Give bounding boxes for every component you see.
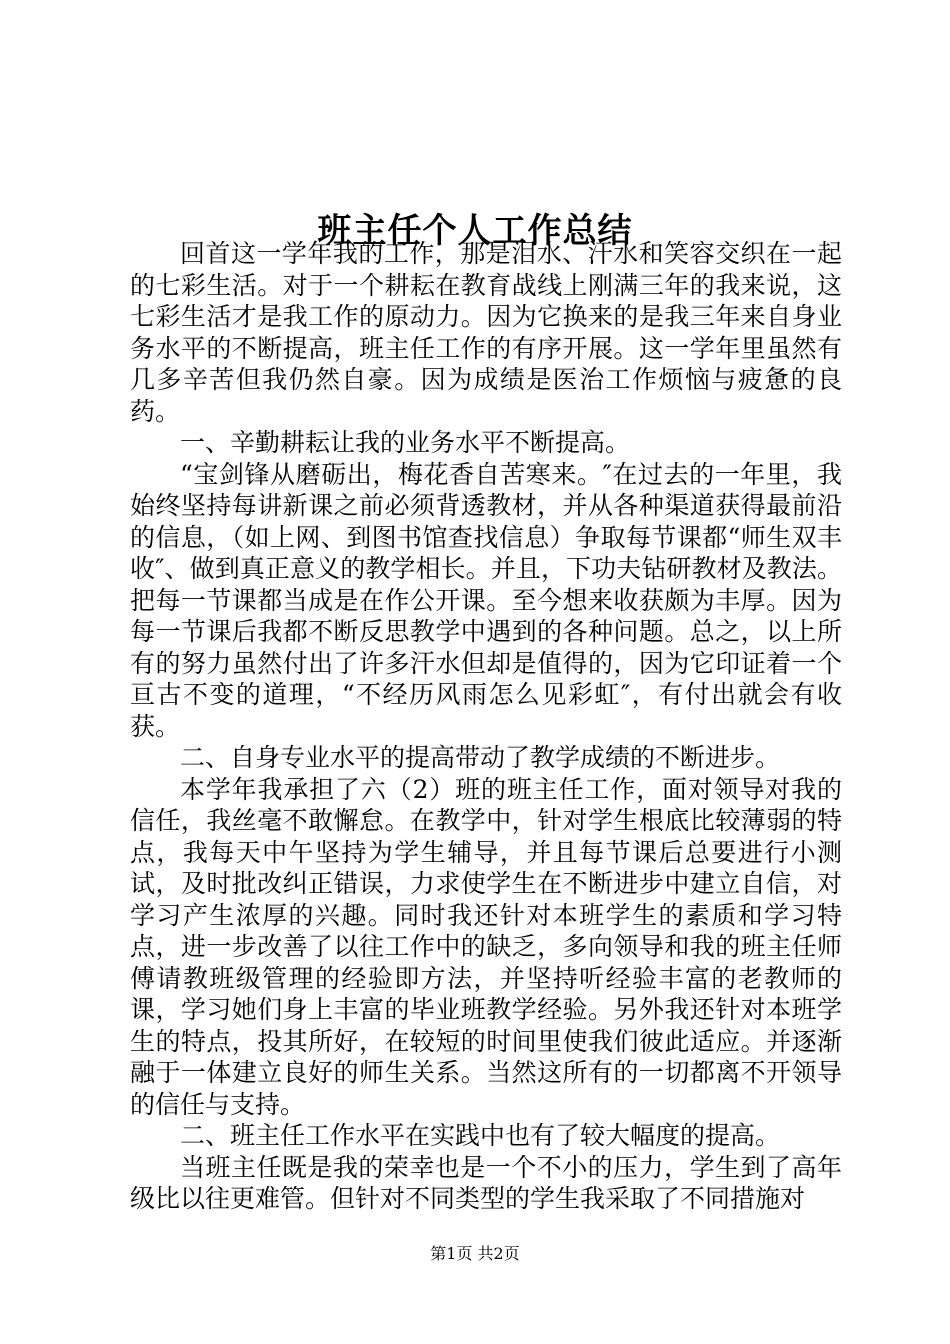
section-heading-3: 二、班主任工作水平在实践中也有了较大幅度的提高。 <box>180 1121 781 1150</box>
section-heading-2: 二、自身专业水平的提高带动了教学成绩的不断进步。 <box>180 743 781 772</box>
page-number-footer: 第1页 共2页 <box>430 1244 520 1263</box>
paragraph-section-2: 本学年我承担了六（2）班的班主任工作，面对领导对我的信任，我丝毫不敢懈怠。在教学中，针对学生根底比较薄弱的特点，我每天中午坚持为学生辅导，并且每节课后总要进行小测试，及时批改纠正错误，力求使学生在不断进步中建立自信，对学习产生浓厚的兴趣。同时我还针对本班学生的素质和学习特点，进一步改善了以往工作中的缺乏，多向领导和我的班主任师傅请教班级管理的经验即方法，并坚持听经验丰富的老教师的课，学习她们身上丰富的毕业班教学经验。另外我还针对本班学生的特点，投其所好，在较短的时间里使我们彼此适应。并逐渐融于一体建立良好的师生关系。当然这所有的一切都离不开领导的信任与支持。 <box>130 774 842 1119</box>
paragraph-section-3: 当班主任既是我的荣幸也是一个不小的压力，学生到了高年级比以往更难管。但针对不同类型的学生我采取了不同措施对 <box>130 1152 842 1213</box>
section-heading-1: 一、辛勤耕耘让我的业务水平不断提高。 <box>180 428 631 457</box>
paragraph-section-1: “宝剑锋从磨砺出，梅花香自苦寒来。″在过去的一年里，我始终坚持每讲新课之前必须背透教材，并从各种渠道获得最前沿的信息，（如上网、到图书馆查找信息）争取每节课都“师生双丰收″、做到真正意义的教学相长。并且，下功夫钻研教材及教法。把每一节课都当成是在作公开课。至今想来收获颇为丰厚。因为每一节课后我都不断反思教学中遇到的各种问题。总之，以上所有的努力虽然付出了许多汗水但却是值得的，因为它印证着一个亘古不变的道理，“不经历风雨怎么见彩虹″，有付出就会有收获。 <box>130 459 842 741</box>
paragraph-intro: 回首这一学年我的工作，那是泪水、汗水和笑容交织在一起的七彩生活。对于一个耕耘在教育战线上刚满三年的我来说，这七彩生活才是我工作的原动力。因为它换来的是我三年来自身业务水平的不断提高，班主任工作的有序开展。这一学年里虽然有几多辛苦但我仍然自豪。因为成绩是医治工作烦恼与疲惫的良药。 <box>130 239 842 426</box>
document-body <box>130 238 842 1215</box>
document-title: 班主任个人工作总结 <box>317 210 633 251</box>
